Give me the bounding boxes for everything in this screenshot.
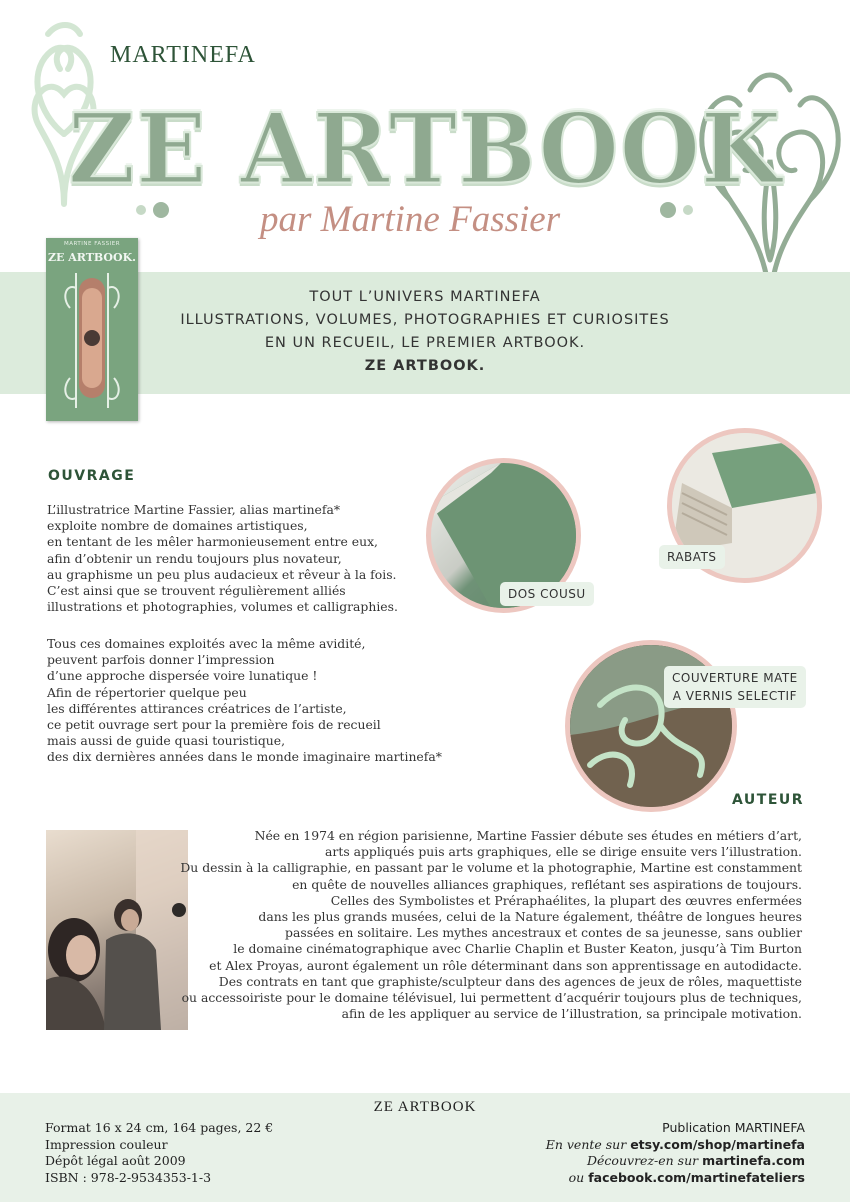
text-line: ou accessoiriste pour le domaine télévisuel, lui permettent d’acquérir toujours plus de techniques, (181, 990, 802, 1006)
footer-title: ZE ARTBOOK (373, 1099, 477, 1115)
footer-details (45, 1120, 273, 1186)
facebook-link[interactable]: facebook.com/martinefateliers (588, 1169, 805, 1185)
text-line: le domaine cinématographique avec Charlie Chaplin et Buster Keaton, jusqu’à Tim Burton (233, 941, 802, 957)
label-rabats: RABATS (659, 545, 725, 569)
label-dos-cousu: DOS COUSU (500, 582, 594, 606)
text-line: et Alex Proyas, auront également un rôle déterminant dans son apprentissage en autodidacte. (209, 957, 802, 973)
text-line: d’une approche dispersée voire lunatique ! (47, 668, 318, 684)
text-line: illustrations et photographies, volumes et calligraphies. (47, 599, 398, 615)
text-line: ce petit ouvrage sert pour la première fois de recueil (47, 717, 381, 733)
text-line: en tentant de les mêler harmonieusement entre eux, (47, 534, 378, 550)
auteur-text (180, 828, 802, 1022)
text-line: arts appliqués puis arts graphiques, elle se dirige ensuite vers l’illustration. (325, 844, 802, 860)
text-line: afin d’obtenir un rendu toujours plus novateur, (47, 550, 342, 566)
text-line: dans les plus grands musées, celui de la Nature également, théâtre de longues heures (258, 909, 802, 925)
cover-brand: MARTINE FASSIER (63, 241, 121, 247)
text-line: Du dessin à la calligraphie, en passant par le volume et la photographie, Martine est constamment (180, 860, 802, 876)
text-line: mais aussi de guide quasi touristique, (47, 733, 286, 749)
footer-legal: Dépôt légal août 2009 (45, 1153, 186, 1168)
label-couverture-line-1: COUVERTURE MATE (672, 671, 798, 685)
text-line: au graphisme un peu plus audacieux et rêveur à la fois. (47, 566, 397, 582)
text-line: Des contrats en tant que graphiste/sculpteur dans des agences de jeux de rôles, maquettiste (218, 973, 802, 989)
text-line: les différentes attirances créatrices de l’artiste, (47, 700, 347, 716)
fb-prefix: ou (568, 1169, 589, 1185)
text-line: peuvent parfois donner l’impression (47, 652, 275, 668)
ouvrage-heading: OUVRAGE (48, 468, 136, 484)
intro-line-1: TOUT L’UNIVERS MARTINEFA (309, 289, 541, 305)
text-line: Tous ces domaines exploités avec la même avidité, (47, 636, 366, 651)
etsy-link[interactable]: etsy.com/shop/martinefa (630, 1136, 805, 1152)
text-line: C’est ainsi que se trouvent régulièrement alliés (47, 583, 346, 599)
footer-format: Format 16 x 24 cm, 164 pages, 22 € (45, 1120, 274, 1135)
auteur-heading: AUTEUR (732, 792, 805, 808)
text-line: des dix dernières années dans le monde imaginaire martinefa* (47, 749, 442, 765)
text-line: en quête de nouvelles alliances graphiques, reflétant ses aspirations de toujours. (292, 876, 802, 892)
text-line: Afin de répertorier quelque peu (47, 684, 247, 700)
intro-emphasis: ZE ARTBOOK. (364, 358, 486, 374)
footer-isbn: ISBN : 978-2-9534353-1-3 (45, 1169, 212, 1185)
label-couverture (664, 666, 806, 708)
intro-line-2: ILLUSTRATIONS, VOLUMES, PHOTOGRAPHIES ET CURIOSITES (180, 312, 670, 328)
text-line: L’illustratrice Martine Fassier, alias martinefa* (47, 502, 341, 517)
page-subtitle: par Martine Fassier (260, 199, 561, 240)
footer-print: Impression couleur (45, 1136, 168, 1152)
author-portrait-icon (46, 830, 188, 1030)
page-title: ZE ARTBOOK (68, 92, 782, 206)
brand-name: MARTINEFA (110, 42, 256, 68)
etsy-prefix: En vente sur (545, 1136, 631, 1152)
author-photo (46, 830, 188, 1030)
footer-links (546, 1120, 805, 1186)
cover-title: ZE ARTBOOK. (48, 251, 136, 264)
site-prefix: Découvrez-en sur (587, 1153, 703, 1168)
ouvrage-paragraph-2 (47, 636, 442, 766)
text-line: Celles des Symbolistes et Préraphaélites, la plupart des œuvres enfermées (330, 892, 802, 908)
book-cover (46, 238, 138, 421)
site-link[interactable]: martinefa.com (702, 1153, 805, 1168)
text-line: exploite nombre de domaines artistiques, (47, 518, 308, 534)
text-line: afin de les appliquer au service de l’illustration, sa principale motivation. (341, 1006, 802, 1022)
text-line: passées en solitaire. Les mythes ancestraux et contes de sa jeunesse, sans oublier (285, 925, 802, 941)
footer-publisher: Publication MARTINEFA (662, 1120, 805, 1135)
label-couverture-line-2: A VERNIS SELECTIF (672, 689, 797, 703)
text-line: Née en 1974 en région parisienne, Martine Fassier débute ses études en métiers d’art, (254, 828, 802, 843)
intro-line-3: EN UN RECUEIL, LE PREMIER ARTBOOK. (264, 335, 586, 351)
ouvrage-paragraph-1 (47, 502, 398, 615)
